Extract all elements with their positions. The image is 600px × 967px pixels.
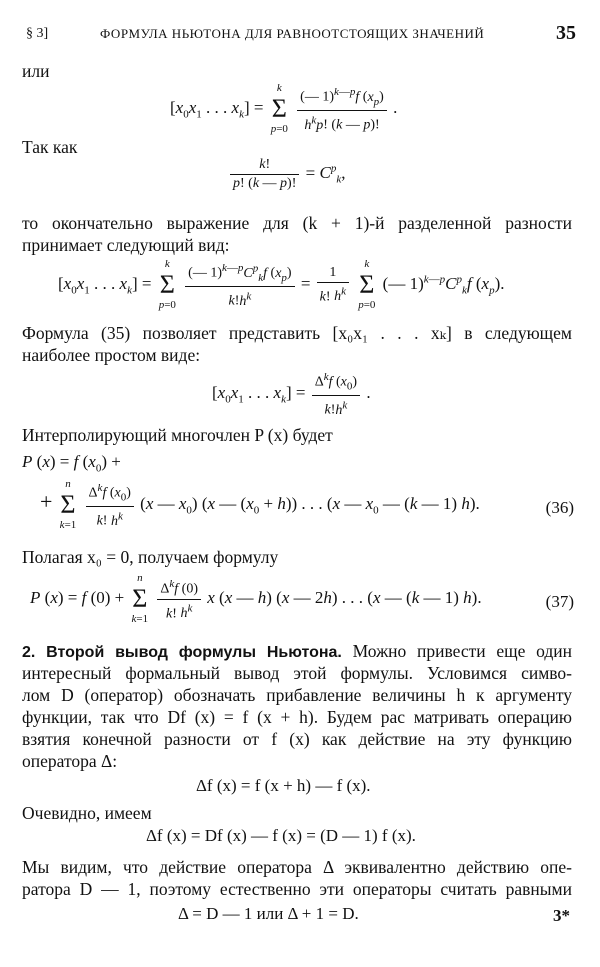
- page-number: 35: [556, 22, 576, 44]
- paragraph-line: Мы видим, что действие оператора Δ эквивалентно действию опе-: [22, 857, 572, 877]
- section-2-title: 2. Второй вывод формулы Ньютона.: [22, 644, 342, 661]
- formula-divided-difference-3: [$x_0x_1$ . . . $x_k$] = $\frac{\Delta^kf (x_0)}{k!h^k}$ .: [212, 371, 371, 419]
- running-title: ФОРМУЛА НЬЮТОНА ДЛЯ РАВНООТСТОЯЩИХ ЗНАЧЕНИЙ: [100, 26, 485, 41]
- paragraph-line: принимает следующий вид:: [22, 235, 230, 255]
- paragraph-line: наиболее простом виде:: [22, 345, 201, 365]
- equation-number: (37): [545, 592, 574, 611]
- paragraph-line: взятия конечной разности от f (x) как действие на эту функцию: [22, 729, 572, 749]
- paragraph-line: лом D (оператор) обозначать прибавление величины h к аргументу: [22, 685, 572, 705]
- formula-divided-difference-1: [$x_0x_1$ . . . $x_k$] = k Σ p=0 $\frac{(— 1)^{k—p}f (x_p)}{h^kp! (k — p)!}$ .: [170, 82, 398, 135]
- paragraph-line: Формула (35) позволяет представить [x₀x₁ . . . xₖ] в следующем: [22, 323, 572, 343]
- formula-delta-definition: Δf (x) = f (x + h) — f (x).: [196, 776, 371, 795]
- paragraph-line: оператора Δ:: [22, 751, 118, 771]
- formula-final: Δ = D — 1 или Δ + 1 = D.: [178, 904, 359, 923]
- formula-delta-operator: Δf (x) = Df (x) — f (x) = (D — 1) f (x).: [146, 826, 416, 845]
- section-2-first-line: [22, 640, 572, 664]
- section-2-text: Можно привести еще один: [352, 641, 572, 661]
- formula-newton-sum: + n Σ k=1 $\frac{\Delta^kf (x_0)}{k! h^k}$ (x — $x_0$) (x — $(x_0 + h)$) . . . (x — $x_0$ — (k — 1) h).: [40, 478, 480, 531]
- paragraph-line: то окончательно выражение для (k + 1)-й разделенной разности: [22, 213, 572, 233]
- paragraph-line: Интерполирующий многочлен P (x) будет: [22, 425, 333, 445]
- paragraph-line: функции, так что Df (x) = f (x + h). Будем рас матривать операцию: [22, 707, 572, 727]
- equation-number: (36): [545, 498, 574, 517]
- formula-newton-zero: P (x) = f (0) + n Σ k=1 $\frac{\Delta^kf (0)}{k! h^k}$ x (x — h) (x — 2h) . . . (x — (k — 1) h).: [30, 572, 482, 625]
- section-marker: § 3]: [26, 26, 49, 41]
- paragraph-line: ратора D — 1, поэтому естественно эти операторы считать равными: [22, 879, 572, 899]
- text-ili: или: [22, 61, 50, 81]
- formula-divided-difference-2: [$x_0x_1$ . . . $x_k$] = k Σ p=0 $\frac{(— 1)^{k—p}C^p_kf (x_p)}{k!h^k}$ = $\frac{1}{k! h^k}$ k Σ p=0 (— $1)^{k—p}C^p_kf$ $(x_p)$.: [58, 258, 505, 311]
- formula-binomial: $\frac{k!}{p! (k — p)!}$ = $C^p_k$,: [228, 156, 345, 193]
- paragraph-line: Полагая x₀ = 0, получаем формулу: [22, 547, 279, 567]
- paragraph-line: Очевидно, имеем: [22, 803, 152, 823]
- text-tak-kak: Так как: [22, 137, 78, 157]
- paragraph-line: интересный формальный вывод этой формулы. Условимся симво-: [22, 663, 572, 683]
- running-header: [26, 22, 576, 48]
- footer-signature-mark: 3*: [553, 906, 570, 925]
- formula-newton-start: P (x) = f $(x_0)$ +: [22, 452, 121, 475]
